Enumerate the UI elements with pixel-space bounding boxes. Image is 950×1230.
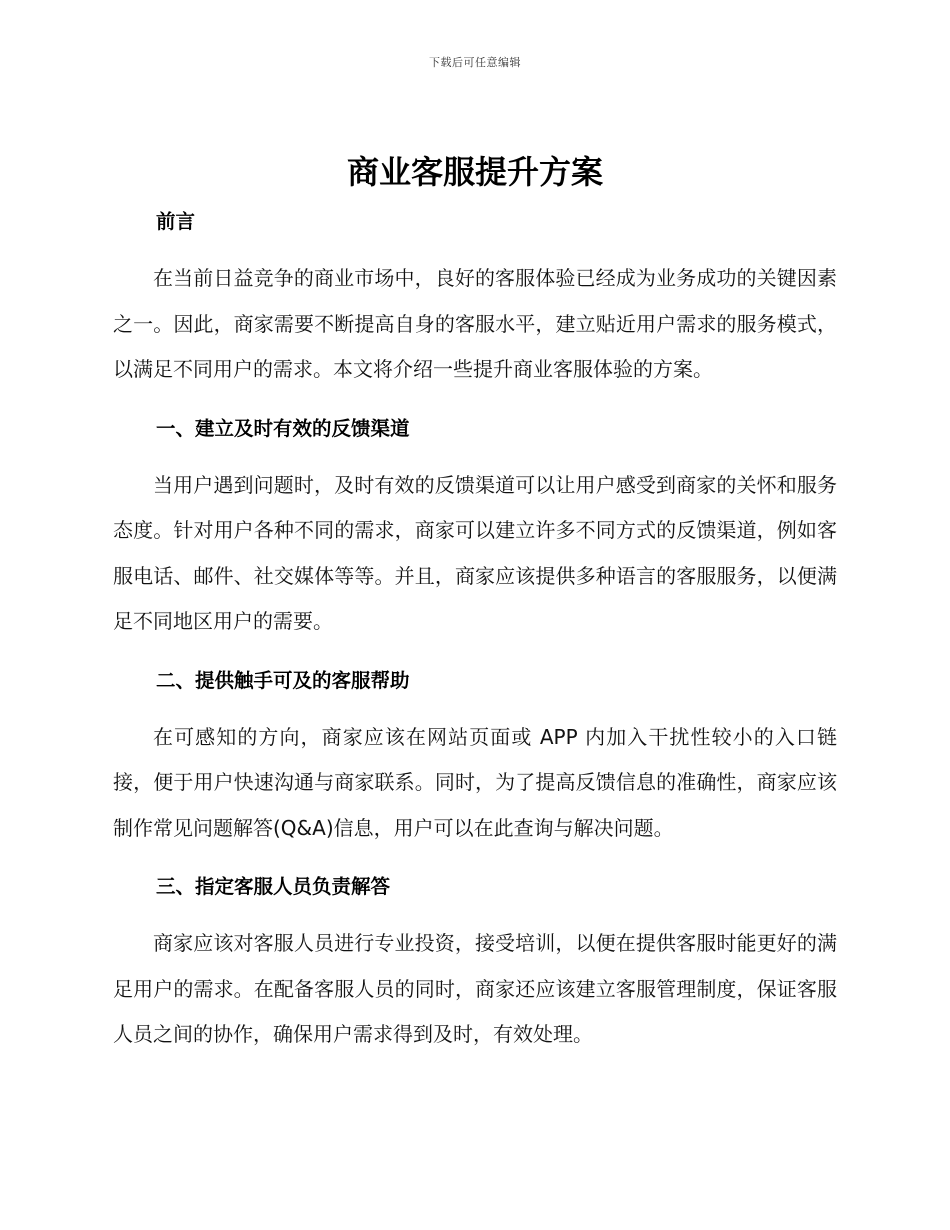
- section-preface: [113, 200, 837, 407]
- section-paragraph: 商家应该对客服人员进行专业投资，接受培训，以便在提供客服时能更好的满足用户的需求。在配备客服人员的同时，商家还应该建立客服管理制度，保证客服人员之间的协作，确保用户需求得到及时，有效处理。: [113, 931, 837, 1046]
- section-paragraph: 当用户遇到问题时，及时有效的反馈渠道可以让用户感受到商家的关怀和服务态度。针对用户各种不同的需求，商家可以建立许多不同方式的反馈渠道，例如客服电话、邮件、社交媒体等等。并且，商家应该提供多种语言的客服服务，以便满足不同地区用户的需要。: [113, 472, 837, 633]
- section-paragraph: 在当前日益竞争的商业市场中，良好的客服体验已经成为业务成功的关键因素之一。因此，商家需要不断提高自身的客服水平，建立贴近用户需求的服务模式，以满足不同用户的需求。本文将介绍一些提升商业客服体验的方案。: [113, 266, 837, 381]
- section-feedback-channels: [113, 407, 837, 659]
- section-paragraph: 在可感知的方向，商家应该在网站页面或 APP 内加入干扰性较小的入口链接，便于用户快速沟通与商家联系。同时，为了提高反馈信息的准确性，商家应该制作常见问题解答(Q&A)信息，用户可以在此查询与解决问题。: [113, 724, 837, 840]
- document-title: 商业客服提升方案: [346, 153, 603, 191]
- section-heading: 二、提供触手可及的客服帮助: [156, 668, 410, 692]
- section-dedicated-staff: [113, 865, 837, 1058]
- section-accessible-help: [113, 659, 837, 866]
- section-heading: 三、指定客服人员负责解答: [156, 875, 391, 898]
- section-heading: 前言: [156, 210, 196, 233]
- page-header-note: 下载后可任意编辑: [429, 56, 521, 69]
- document-body: [113, 200, 837, 1058]
- section-heading: 一、建立及时有效的反馈渠道: [156, 416, 410, 440]
